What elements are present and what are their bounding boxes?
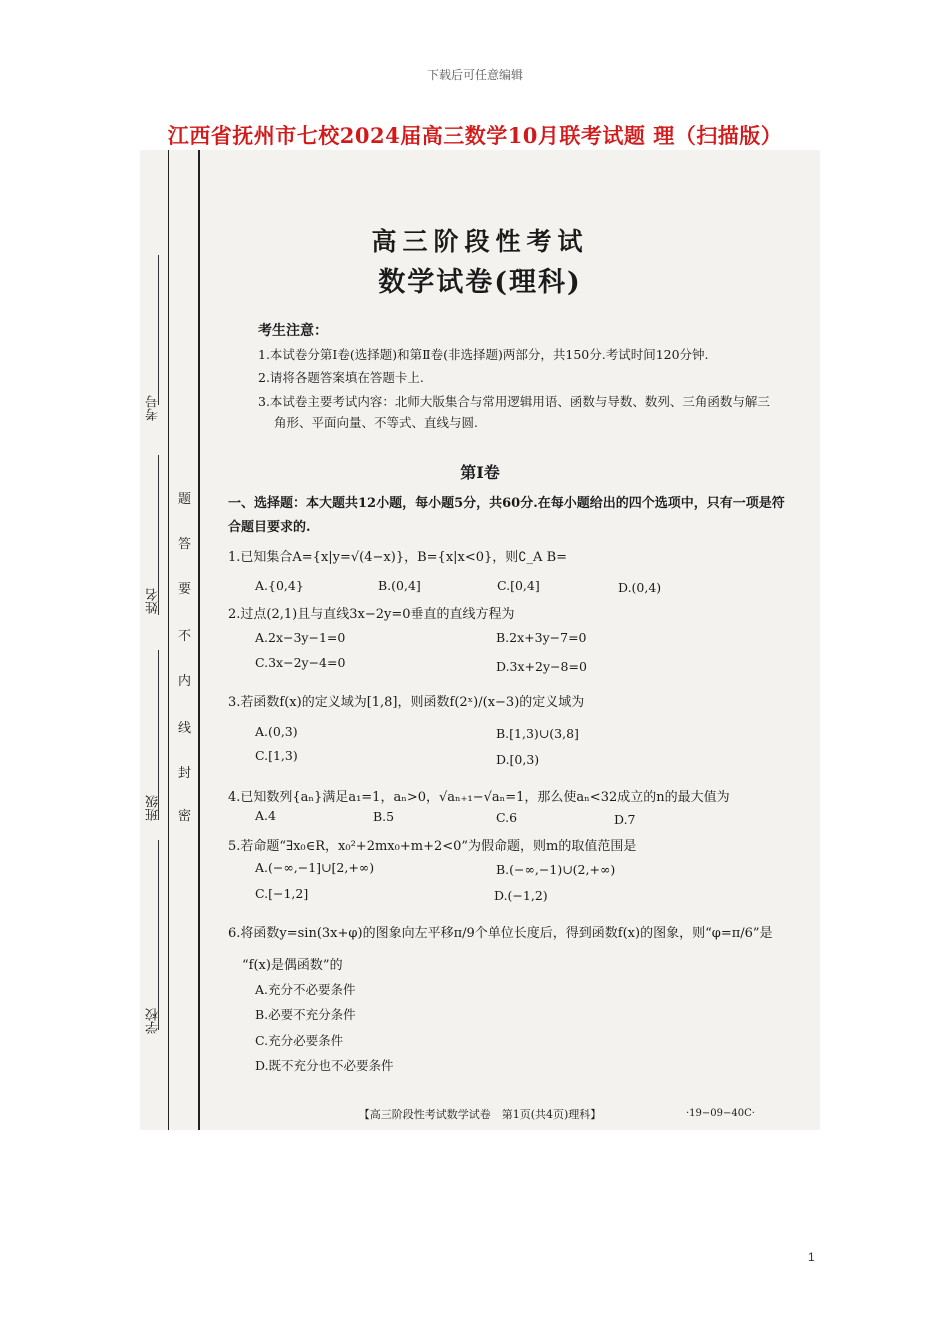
- seal-char: 密: [178, 809, 192, 824]
- option: B.[1,3)∪(3,8]: [496, 726, 579, 741]
- seal-char: 要: [178, 582, 192, 597]
- notice-heading: 考生注意：: [258, 323, 328, 339]
- exam-subtitle: 数学试卷(理科): [378, 267, 582, 298]
- option: C.6: [496, 810, 518, 825]
- option: B.(−∞,−1)∪(2,+∞): [496, 862, 616, 877]
- scan-footer: 【高三阶段性考试数学试卷 第1页(共4页)理科】: [358, 1108, 602, 1121]
- option: D.3x+2y−8=0: [496, 659, 587, 674]
- option: D.7: [614, 812, 636, 827]
- exam-no-label: 考号: [146, 395, 161, 421]
- question-stem: 3.若函数f(x)的定义域为[1,8]，则函数f(2ˣ)/(x−3)的定义域为: [228, 695, 585, 710]
- school-label: 学校: [146, 1008, 161, 1034]
- option: D.(−1,2): [494, 888, 548, 903]
- notice-item: 2.请将各题答案填在答题卡上.: [258, 370, 424, 385]
- option: B.(0,4]: [378, 578, 421, 593]
- option: D.既不充分也不必要条件: [255, 1058, 394, 1073]
- option: A.(0,3): [255, 724, 298, 739]
- option: B.5: [373, 809, 395, 824]
- name-label: 姓名: [146, 588, 161, 614]
- question-stem: 6.将函数y=sin(3x+φ)的图象向左平移π/9个单位长度后，得到函数f(x)的图象，则“φ=π/6”是: [228, 926, 773, 941]
- seal-char: 线: [178, 721, 192, 736]
- option: C.充分必要条件: [255, 1033, 344, 1048]
- notice-item: 1.本试卷分第Ⅰ卷(选择题)和第Ⅱ卷(非选择题)两部分，共150分.考试时间120分钟.: [258, 347, 709, 362]
- option: A.充分不必要条件: [255, 982, 356, 997]
- question-stem: 4.已知数列{aₙ}满足a₁=1，aₙ>0，√aₙ₊₁−√aₙ=1，那么使aₙ<32成立的n的最大值为: [228, 790, 730, 805]
- question-stem: 5.若命题“∃x₀∈R，x₀²+2mx₀+m+2<0”为假命题，则m的取值范围是: [228, 839, 637, 854]
- notice-item: 角形、平面向量、不等式、直线与圆.: [274, 415, 478, 430]
- option: A.(−∞,−1]∪[2,+∞): [255, 860, 375, 875]
- question-stem: 2.过点(2,1)且与直线3x−2y=0垂直的直线方程为: [228, 607, 515, 622]
- document-title: 江西省抚州市七校2024届高三数学10月联考试题 理（扫描版）: [167, 123, 783, 148]
- option: C.[0,4]: [497, 578, 540, 593]
- option: A.4: [255, 808, 276, 823]
- school-underline: [158, 840, 159, 1030]
- seal-char: 封: [178, 766, 192, 781]
- option: B.2x+3y−7=0: [496, 630, 587, 645]
- class-label: 班级: [146, 795, 161, 821]
- option: A.2x−3y−1=0: [255, 630, 346, 645]
- scan-footer-code: ·19−09−40C·: [686, 1108, 755, 1119]
- option: C.3x−2y−4=0: [255, 655, 346, 670]
- exam-title: 高三阶段性考试: [371, 227, 589, 256]
- seal-char: 答: [178, 537, 192, 552]
- option: C.[−1,2]: [255, 886, 309, 901]
- page-number: 1: [808, 1250, 815, 1264]
- option: D.[0,3): [496, 752, 540, 767]
- choice-intro: 一、选择题：本大题共12小题，每小题5分，共60分.在每小题给出的四个选项中，只有一项是符合题目要求的.: [228, 496, 785, 535]
- question-stem-continued: “f(x)是偶函数”的: [242, 958, 343, 973]
- seal-char: 不: [178, 629, 192, 644]
- section-heading: 第Ⅰ卷: [460, 463, 500, 482]
- option: D.(0,4): [618, 580, 662, 595]
- question-stem: 1.已知集合A={x|y=√(4−x)}，B={x|x<0}，则∁_A B=: [228, 550, 568, 565]
- option: B.必要不充分条件: [255, 1007, 356, 1022]
- option: A.{0,4}: [255, 578, 304, 593]
- header-note: 下载后可任意编辑: [426, 68, 523, 82]
- option: C.[1,3): [255, 748, 298, 763]
- notice-item: 3.本试卷主要考试内容：北师大版集合与常用逻辑用语、函数与导数、数列、三角函数与解三: [258, 394, 770, 409]
- seal-char: 内: [178, 674, 192, 689]
- scanned-exam-page: [140, 150, 820, 1130]
- seal-char: 题: [178, 492, 192, 507]
